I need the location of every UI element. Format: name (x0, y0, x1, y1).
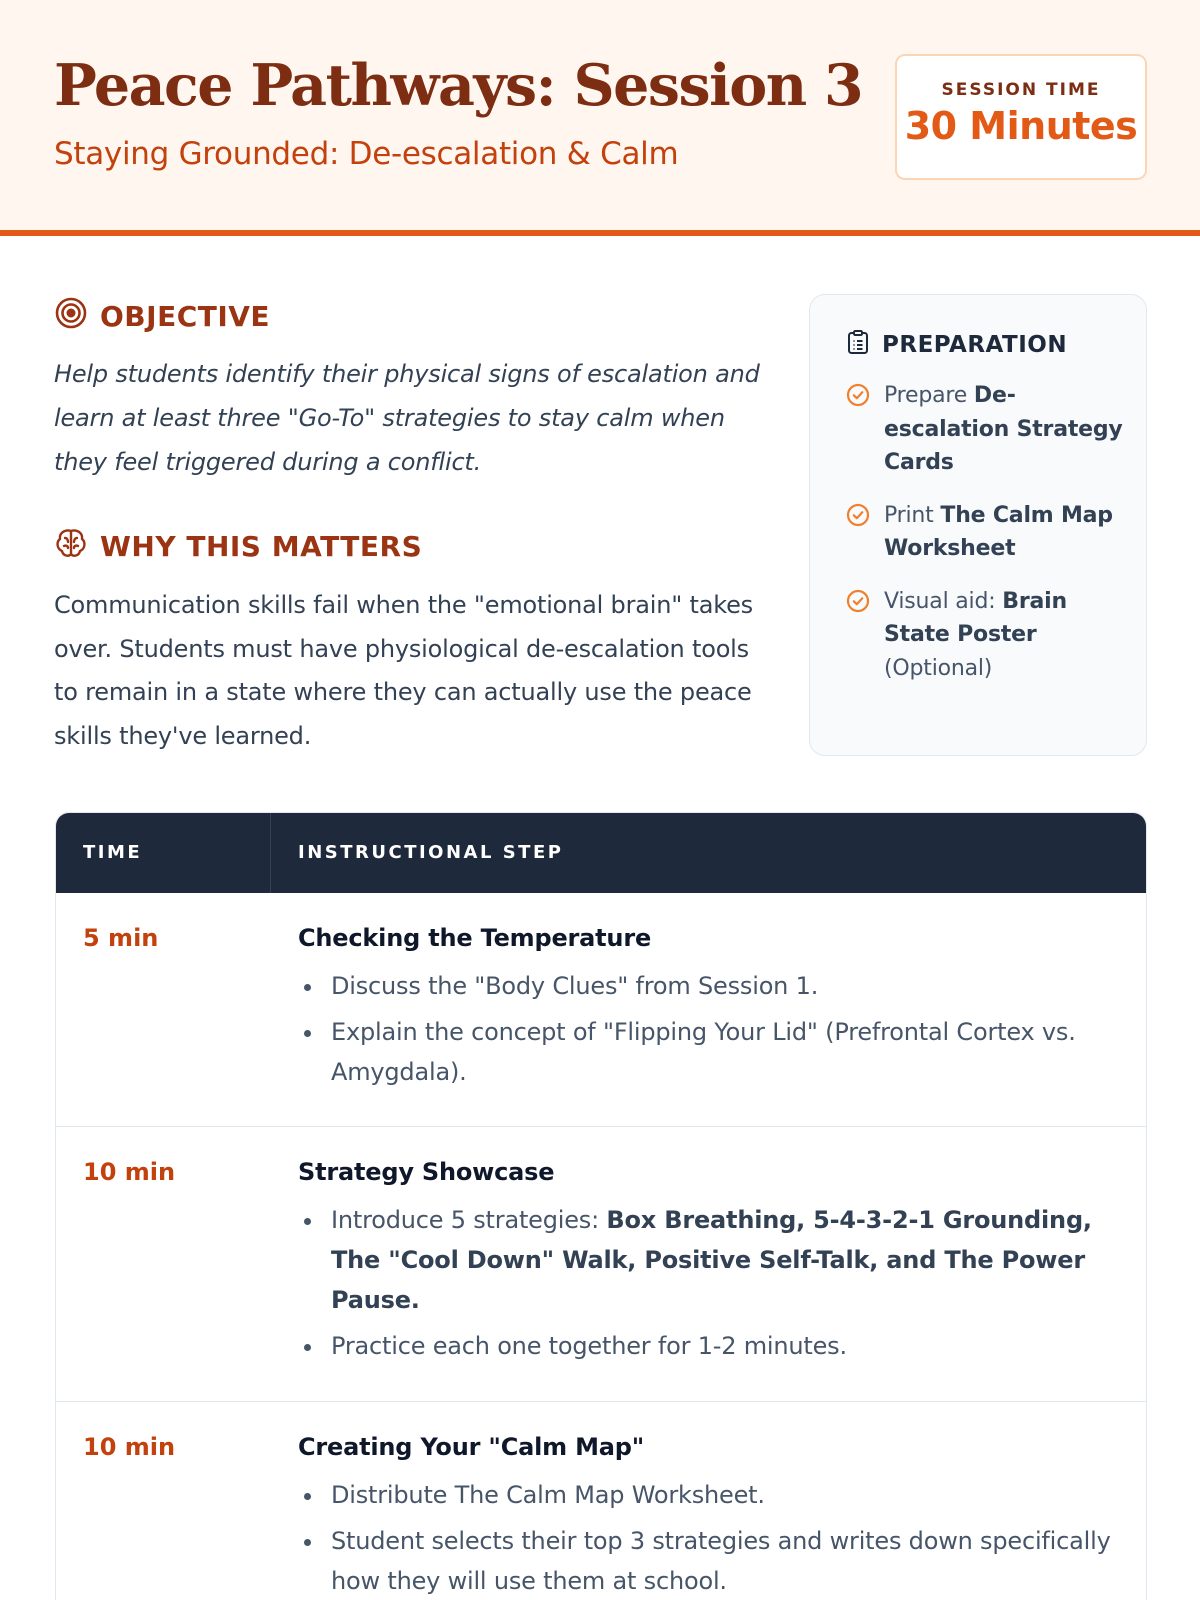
preparation-item (846, 499, 1131, 566)
step-time: 10 min (83, 1433, 176, 1461)
bullet-text: Explain the concept of "Flipping Your Lid" (Prefrontal Cortex vs. Amygdala). (331, 1018, 1076, 1086)
column-header-step: INSTRUCTIONAL STEP (298, 842, 564, 863)
preparation-item-text: Prepare (884, 383, 974, 408)
preparation-heading (846, 329, 1067, 361)
table-row (56, 893, 1146, 1127)
step-bullet (298, 1200, 1126, 1320)
why-heading-text: WHY THIS MATTERS (100, 530, 423, 563)
brain-icon (54, 526, 88, 567)
step-bullet (298, 1012, 1126, 1092)
step-time: 5 min (83, 924, 159, 952)
preparation-item-suffix: (Optional) (884, 655, 993, 681)
preparation-item-bold: Brain State Poster (884, 588, 1067, 647)
lesson-plan-table (55, 812, 1147, 1600)
objective-text: Help students identify their physical signs of escalation and learn at least three "Go-To" strategies to stay calm when they feel triggered during a conflict. (54, 360, 760, 476)
column-header-time: TIME (56, 813, 271, 893)
step-content (271, 1127, 1146, 1401)
table-header (56, 813, 1146, 893)
preparation-item-bold: The Calm Map Worksheet (884, 502, 1113, 561)
objective-heading (54, 296, 270, 337)
why-heading (54, 526, 422, 567)
table-row (56, 1127, 1146, 1402)
why-text: Communication skills fail when the "emotional brain" takes over. Students must have physiological de-escalation tools to remain in a state where they can actually use the peace skills they've learned. (54, 591, 753, 750)
step-bullet (298, 1521, 1126, 1600)
step-bullets (298, 1200, 1126, 1366)
bullet-text: Practice each one together for 1-2 minutes. (331, 1332, 847, 1360)
table-row (56, 1402, 1146, 1600)
preparation-item-text: Visual aid: (884, 588, 1003, 614)
session-time-label: SESSION TIME (941, 80, 1101, 100)
bullet-text: Introduce 5 strategies: (331, 1206, 607, 1234)
step-bullets (298, 1475, 1126, 1600)
check-circle-icon (846, 499, 870, 566)
check-circle-icon (846, 585, 870, 686)
preparation-item (846, 379, 1131, 480)
preparation-item-text: Print (884, 502, 941, 528)
bullet-text: Student selects their top 3 strategies and writes down specifically how they will use them at school. (331, 1527, 1111, 1595)
session-time-value: 30 Minutes (904, 104, 1138, 148)
bullet-bold: Box Breathing, 5-4-3-2-1 Grounding, The "Cool Down" Walk, Positive Self-Talk, and The Power Pause. (331, 1206, 1092, 1314)
step-content (271, 1402, 1146, 1600)
preparation-heading-text: PREPARATION (882, 332, 1068, 358)
page-header (0, 0, 1200, 236)
step-bullet (298, 1326, 1126, 1366)
clipboard-icon (846, 329, 870, 361)
preparation-item-bold: De-escalation Strategy Cards (884, 383, 1123, 475)
preparation-card (809, 294, 1147, 756)
step-title: Strategy Showcase (298, 1158, 555, 1186)
step-time: 10 min (83, 1158, 176, 1186)
step-bullet (298, 1475, 1126, 1515)
target-icon (54, 296, 88, 337)
step-content (271, 893, 1146, 1126)
step-title: Creating Your "Calm Map" (298, 1433, 645, 1461)
page-title: Peace Pathways: Session 3 (54, 52, 863, 119)
step-title: Checking the Temperature (298, 924, 652, 952)
preparation-list (846, 379, 1131, 704)
session-time-card (895, 54, 1147, 180)
preparation-item (846, 585, 1131, 686)
step-bullets (298, 966, 1126, 1092)
page-subtitle: Staying Grounded: De-escalation & Calm (54, 136, 679, 172)
check-circle-icon (846, 379, 870, 480)
bullet-text: Discuss the "Body Clues" from Session 1. (331, 972, 819, 1000)
step-bullet (298, 966, 1126, 1006)
objective-heading-text: OBJECTIVE (100, 300, 271, 333)
bullet-text: Distribute The Calm Map Worksheet. (331, 1481, 765, 1509)
